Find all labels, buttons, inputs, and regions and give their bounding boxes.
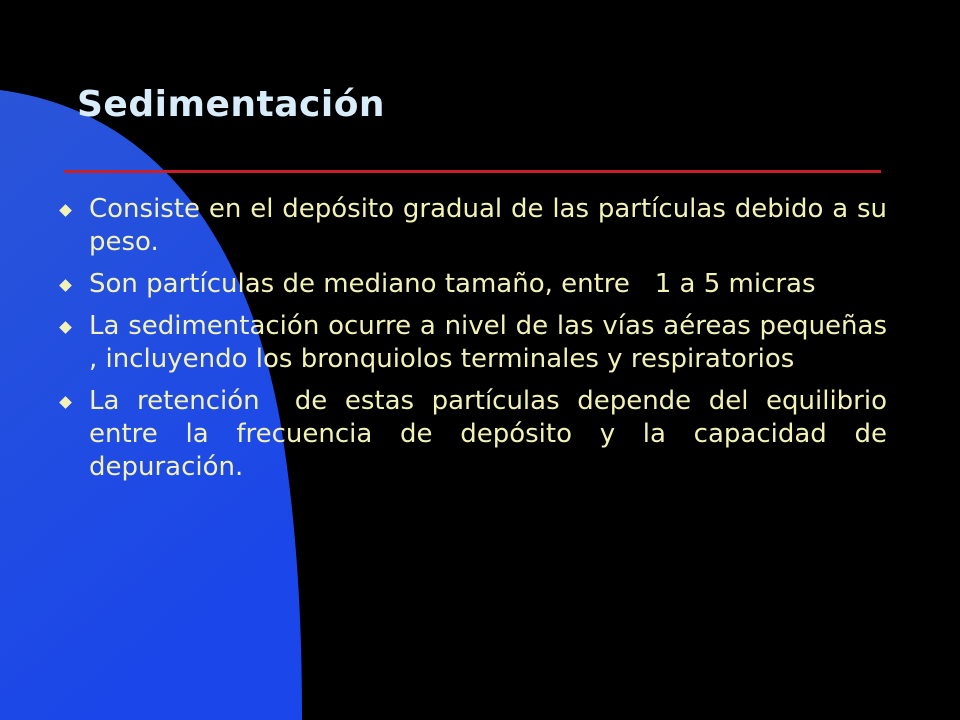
diamond-bullet-icon	[59, 279, 72, 292]
bullet-text: Son partículas de mediano tamaño, entre 1 a 5 micras	[89, 269, 816, 299]
bullet-item	[61, 268, 887, 301]
bullet-list	[61, 193, 896, 493]
bullet-text: La sedimentación ocurre a nivel de las vías aéreas pequeñas , incluyendo los bronquiolos terminales y respiratorios	[89, 311, 887, 374]
bullet-item	[61, 310, 887, 376]
bullet-text: La retención de estas partículas depende del equilibrio entre la frecuencia de depósito y la capacidad de depuración.	[89, 386, 896, 482]
slide-title: Sedimentación	[77, 84, 386, 125]
diamond-bullet-icon	[59, 396, 72, 409]
bullet-item	[61, 193, 887, 259]
diamond-bullet-icon	[59, 204, 72, 217]
title-divider	[64, 170, 881, 173]
bullet-text: Consiste en el depósito gradual de las partículas debido a su peso.	[89, 194, 887, 257]
bullet-item	[61, 385, 896, 484]
diamond-bullet-icon	[59, 321, 72, 334]
